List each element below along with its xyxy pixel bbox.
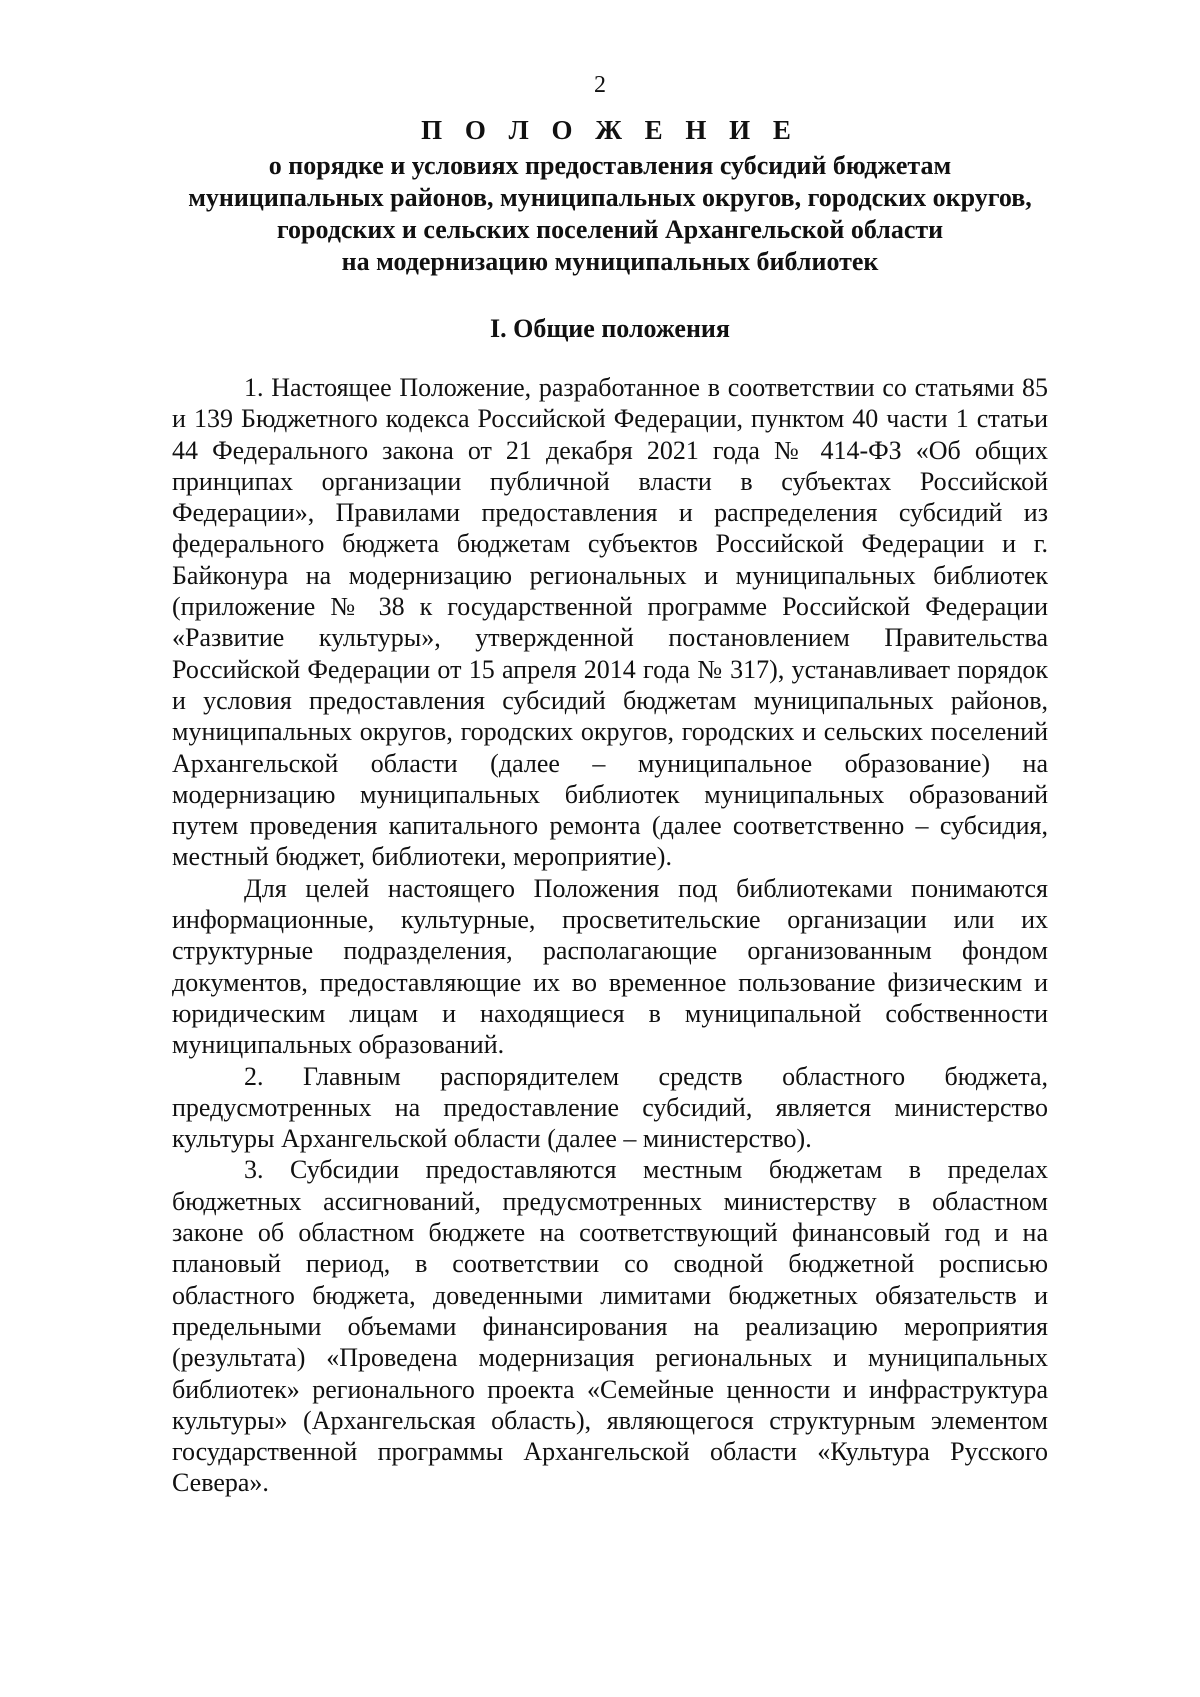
subtitle-line: городских и сельских поселений Архангельской области <box>276 215 944 244</box>
subtitle-line: о порядке и условиях предоставления субсидий бюджетам <box>268 151 952 180</box>
document-body <box>172 372 1048 1499</box>
document-title: П О Л О Ж Е Н И Е <box>421 115 799 145</box>
document-subtitle <box>170 150 1050 278</box>
section-title: I. Общие положения <box>490 314 730 343</box>
paragraph: 3. Субсидии предоставляются местным бюджетам в пределах бюджетных ассигнований, предусмотренных министерству в областном законе об областном бюджете на соответствующий финансовый год и на плановый период, в соответствии со сводной бюджетной росписью областного бюджета, доведенными лимитами бюджетных обязательств и предельными объемами финансирования на реализацию мероприятия (результата) «Проведена модернизация региональных и муниципальных библиотек» регионального проекта «Семейные ценности и инфраструктура культуры» (Архангельская область), являющегося структурным элементом государственной программы Архангельской области «Культура Русского Севера». <box>172 1155 1048 1498</box>
page-number: 2 <box>594 72 606 98</box>
document-header <box>170 112 1050 278</box>
paragraph: 1. Настоящее Положение, разработанное в соответствии со статьями 85 и 139 Бюджетного кодекса Российской Федерации, пунктом 40 части 1 статьи 44 Федерального закона от 21 декабря 2021 года № 414-ФЗ «Об общих принципах организации публичной власти в субъектах Российской Федерации», Правилами предоставления и распределения субсидий из федерального бюджета бюджетам субъектов Российской Федерации и г. Байконура на модернизацию региональных и муниципальных библиотек (приложение № 38 к государственной программе Российской Федерации «Развитие культуры», утвержденной постановлением Правительства Российской Федерации от 15 апреля 2014 года № 317), устанавливает порядок и условия предоставления субсидий бюджетам муниципальных районов, муниципальных округов, городских округов, городских и сельских поселений Архангельской области (далее – муниципальное образование) на модернизацию муниципальных библиотек муниципальных образований путем проведения капитального ремонта (далее соответственно – субсидия, местный бюджет, библиотеки, мероприятие). <box>172 373 1048 872</box>
paragraph: 2. Главным распорядителем средств областного бюджета, предусмотренных на предоставление субсидий, является министерство культуры Архангельской области (далее – министерство). <box>172 1061 1048 1154</box>
paragraph: Для целей настоящего Положения под библиотеками понимаются информационные, культурные, просветительские организации или их структурные подразделения, располагающие организованным фондом документов, предоставляющие их во временное пользование физическим и юридическим лицам и находящиеся в муниципальной собственности муниципальных образований. <box>172 873 1048 1060</box>
subtitle-line: муниципальных районов, муниципальных округов, городских округов, <box>188 183 1032 212</box>
subtitle-line: на модернизацию муниципальных библиотек <box>341 247 879 276</box>
